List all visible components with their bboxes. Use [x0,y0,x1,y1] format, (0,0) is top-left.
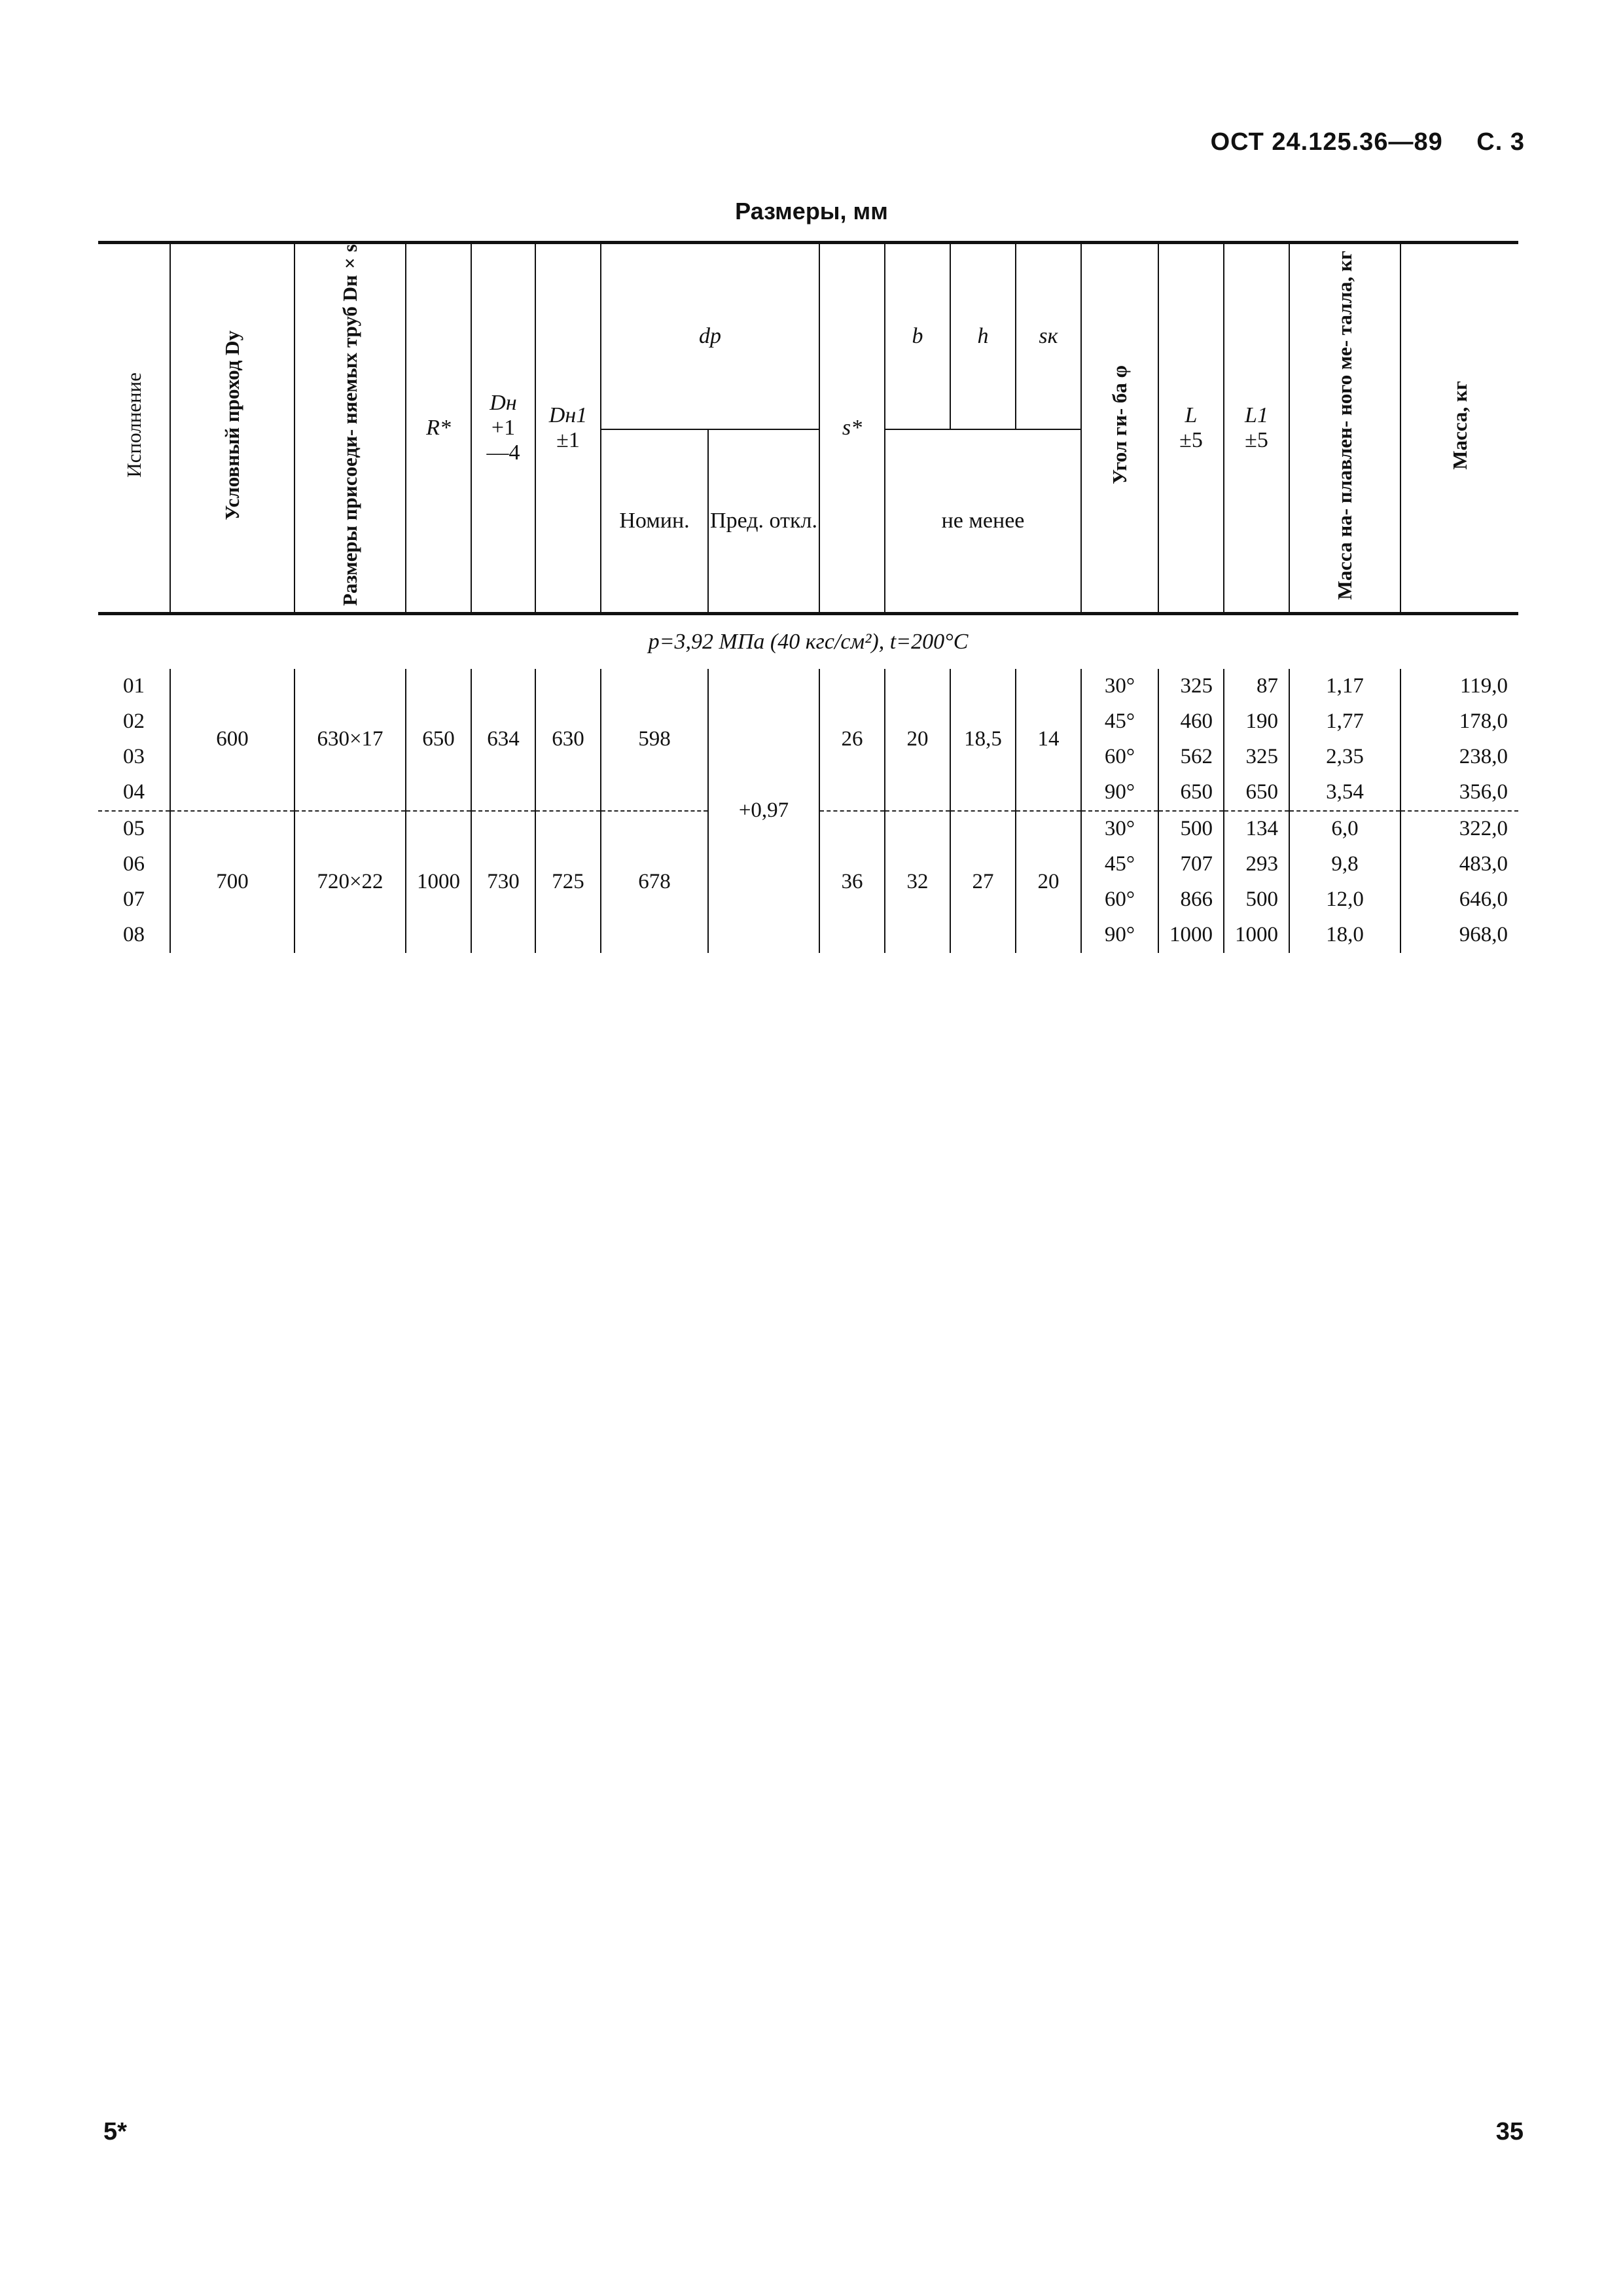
weld-mass-cell: 12,0 [1289,882,1400,918]
l1-cell: 134 [1224,811,1289,847]
weld-mass-cell: 3,54 [1289,775,1400,811]
weld-mass-cell: 1,17 [1289,669,1400,704]
mass-cell: 238,0 [1400,740,1518,775]
col-pipe-size: Размеры присоеди- няемых труб Dн×s [294,243,406,614]
col-b: b [885,243,950,430]
footer-page-number: 35 [1495,2118,1524,2145]
s-cell: 36 [819,811,885,953]
dy-cell: 700 [170,811,294,953]
dy-cell: 600 [170,669,294,811]
col-r: R* [406,243,471,614]
col-dp-nominal: Номин. [601,429,708,613]
col-angle: Угол ги- ба φ [1081,243,1158,614]
document-header [1211,128,1525,156]
l1-cell: 293 [1224,847,1289,882]
angle-cell: 90° [1081,775,1158,811]
col-h: h [950,243,1016,430]
dn1-tol: ±1 [556,427,580,452]
b-cell: 32 [885,811,950,953]
dn-cell: 634 [471,669,535,811]
s-cell: 26 [819,669,885,811]
col-weld-mass: Масса на- плавлен- ного ме- талла, кг [1289,243,1400,614]
mass-cell: 356,0 [1400,775,1518,811]
b-cell: 20 [885,669,950,811]
angle-cell: 45° [1081,847,1158,882]
table-caption: Размеры, мм [735,198,888,224]
l-cell: 650 [1158,775,1224,811]
pipe-cell: 720×22 [294,811,406,953]
l1-label: L1 [1245,403,1268,427]
dp-cell: 678 [601,811,708,953]
h-cell: 18,5 [950,669,1016,811]
col-dp: dр [601,243,819,430]
dn1-label: Dн1 [548,403,588,427]
angle-cell: 30° [1081,811,1158,847]
dn1-cell: 630 [535,669,601,811]
r-cell: 1000 [406,811,471,953]
angle-cell: 60° [1081,882,1158,918]
l-cell: 325 [1158,669,1224,704]
sk-cell: 14 [1016,669,1081,811]
l-cell: 866 [1158,882,1224,918]
condition-row: p=3,92 МПа (40 кгс/см²), t=200°C [648,629,969,654]
l1-cell: 87 [1224,669,1289,704]
l-tol: ±5 [1179,427,1203,452]
l1-cell: 325 [1224,740,1289,775]
page-reference: С. 3 [1476,128,1525,156]
dimensions-table [98,241,1518,953]
dn-cell: 730 [471,811,535,953]
weld-mass-cell: 1,77 [1289,704,1400,740]
l-cell: 460 [1158,704,1224,740]
weld-mass-cell: 2,35 [1289,740,1400,775]
version-cell: 05 [98,811,170,847]
col-dn [471,243,535,614]
version-cell: 04 [123,780,145,804]
mass-cell: 322,0 [1400,811,1518,847]
dn-tol-plus: +1 [491,415,516,440]
standard-code: ОСТ 24.125.36—89 [1210,128,1443,156]
l-label: L [1185,403,1198,427]
dp-deviation-cell: +0,97 [708,669,819,953]
weld-mass-cell: 6,0 [1289,811,1400,847]
pipe-cell: 630×17 [294,669,406,811]
l-cell: 1000 [1158,918,1224,953]
l1-cell: 650 [1224,775,1289,811]
angle-cell: 60° [1081,740,1158,775]
mass-cell: 968,0 [1400,918,1518,953]
version-cell: 08 [123,923,145,947]
dn-tol-minus: —4 [486,440,520,465]
col-l [1158,243,1224,614]
angle-cell: 90° [1081,918,1158,953]
weld-mass-cell: 18,0 [1289,918,1400,953]
dp-cell: 598 [601,669,708,811]
col-s: s* [819,243,885,614]
h-cell: 27 [950,811,1016,953]
version-cell: 02 [123,709,145,734]
angle-cell: 45° [1081,704,1158,740]
version-cell: 06 [123,852,145,876]
version-cell: 07 [123,888,145,912]
l1-cell: 500 [1224,882,1289,918]
col-l1 [1224,243,1289,614]
version-cell: 01 [123,674,145,698]
l1-tol: ±5 [1245,427,1268,452]
mass-cell: 119,0 [1400,669,1518,704]
col-dp-deviation: Пред. откл. [708,429,819,613]
sk-cell: 20 [1016,811,1081,953]
col-dy: Условный проход Dy [170,243,294,614]
col-dn1 [535,243,601,614]
r-cell: 650 [406,669,471,811]
mass-cell: 646,0 [1400,882,1518,918]
col-mass: Масса, кг [1400,243,1518,614]
footer-sheet-mark: 5* [103,2118,127,2145]
version-cell: 03 [123,745,145,769]
dn1-cell: 725 [535,811,601,953]
col-min-note: не менее [885,429,1081,613]
l-cell: 500 [1158,811,1224,847]
col-ispolnenie: Исполнение [98,243,170,614]
l-cell: 562 [1158,740,1224,775]
l-cell: 707 [1158,847,1224,882]
l1-cell: 190 [1224,704,1289,740]
angle-cell: 30° [1081,669,1158,704]
weld-mass-cell: 9,8 [1289,847,1400,882]
mass-cell: 483,0 [1400,847,1518,882]
mass-cell: 178,0 [1400,704,1518,740]
dn-label: Dн [490,390,517,415]
col-sk: sк [1016,243,1081,430]
l1-cell: 1000 [1224,918,1289,953]
